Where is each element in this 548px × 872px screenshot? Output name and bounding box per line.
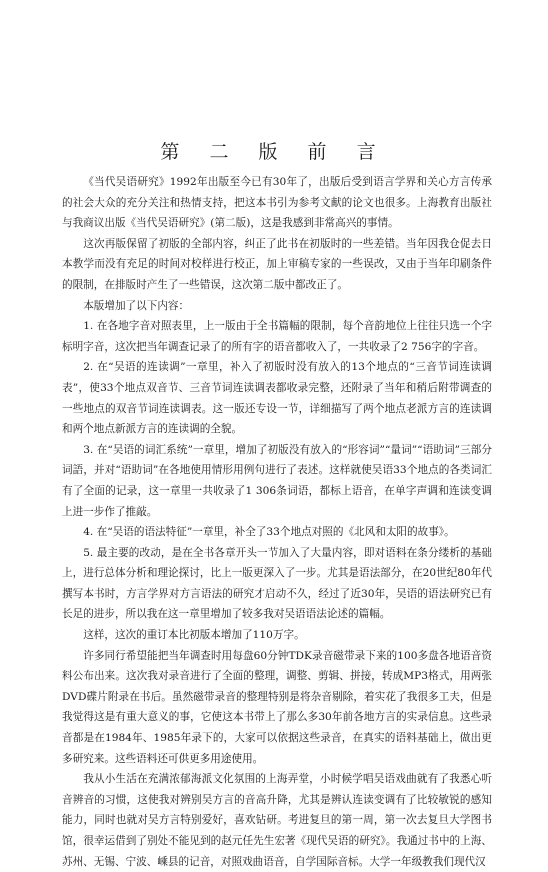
paragraph: 本版增加了以下内容： <box>83 299 190 312</box>
paragraph: 1. 在各地字音对照表里，上一版由于全书篇幅的限制，每个音韵地位上往往只选一个字标明字音，这次把当年调查记录了的所有字的语音都收入了，一共收录了2 756字的字音。 <box>62 320 492 353</box>
paragraph: 2. 在“吴语的连读调”一章里，补入了初版时没有放入的13个地点的“三音节词连读调表”，使33个地点双音节、三音节词连读调表都收录完整，还附录了当年和稍后附带调查的一些地点的双音节词连读调表。这一版还专设一节，详细描写了两个地点老派方言的连读调和两个地点新派方言的连读调的全貌。 <box>62 361 492 436</box>
paragraph: 这次再版保留了初版的全部内容，纠正了此书在初版时的一些差错。当年因我仓促去日本教学而没有充足的时间对校样进行校正，加上审稿专家的一些误改，又由于当年印刷条件的限制，在排版时产生了一些错误，这次第二版中都改正了。 <box>62 237 492 291</box>
paragraph: 许多同行希望能把当年调查时用每盘60分钟TDK录音磁带录下来的100多盘各地语音资料公布出来。这次我对录音进行了全面的整理，调整、剪辑、拼接，转成MP3格式，用两张DVD碟片附录在书后。虽然磁带录音的整理特别是将杂音剔除，着实花了我很多工夫，但是我觉得这是有重大意义的事，它使这本书带上了那么多30年前各地方言的实录信息。这些录音都是在1984年、1985年录下的，大家可以依据这些录音，在真实的语料基础上，做出更多研究来。这些语料还可供更多用途使用。 <box>62 649 492 765</box>
paragraph: 我从小生活在充满浓郁海派文化氛围的上海弄堂，小时候学唱吴语戏曲就有了我悉心听音辨音的习惯，这使我对辨别吴方言的音高升降，尤其是辨认连读变调有了比较敏锐的感知能力，同时也就对吴方言特别爱好，喜欢钻研。考进复旦的第一周，第一次去复旦大学图书馆，很幸运借到了别处不能见到的赵元任先生宏著《现代吴语的研究》。我通过书中的上海、苏州、无锡、宁波、嵊县的记音，对照戏曲语音，自学国际音标。大学一年级教我们现代汉 <box>62 773 492 868</box>
paragraph: 3. 在“吴语的词汇系统”一章里，增加了初版没有放入的“形容词”“量词”“语助词”三部分词語，并对“语助词”在各地使用情形用例句进行了表述。这样就使吴语33个地点的各类词汇有了全面的记录，这一章里一共收录了1 306条词语，都标上语音，在单字声调和连读变调上进一步作了推敲。 <box>62 443 492 518</box>
paragraph: 5. 最主要的改动，是在全书各章开头一节加入了大量内容，即对语料在条分缕析的基础上，进行总体分析和理论探讨，比上一版更深入了一步。尤其是语法部分，在20世纪80年代撰写本书时，方言学界对方言语法的研究才启动不久，经过了近30年，吴语的语法研究已有长足的进步，所以我在这一章里增加了较多我对吴语语法论述的篇幅。 <box>62 546 492 621</box>
page-title: 第 二 版 前 言 <box>160 140 388 163</box>
paragraph: 4. 在“吴语的语法特征”一章里，补全了33个地点对照的《北风和太阳的故事》。 <box>83 526 455 539</box>
paragraph: 这样，这次的重订本比初版本增加了110万字。 <box>83 629 305 642</box>
paragraph: 《当代吴语研究》1992年出版至今已有30年了，出版后受到语言学界和关心方言传承的社会大众的充分关注和热情支持，把这本书引为参考文献的论文也很多。上海教育出版社与我商议出版《当代吴语研究》(第二版)，这是我感到非常高兴的事情。 <box>62 176 492 230</box>
preface-body <box>62 172 492 872</box>
